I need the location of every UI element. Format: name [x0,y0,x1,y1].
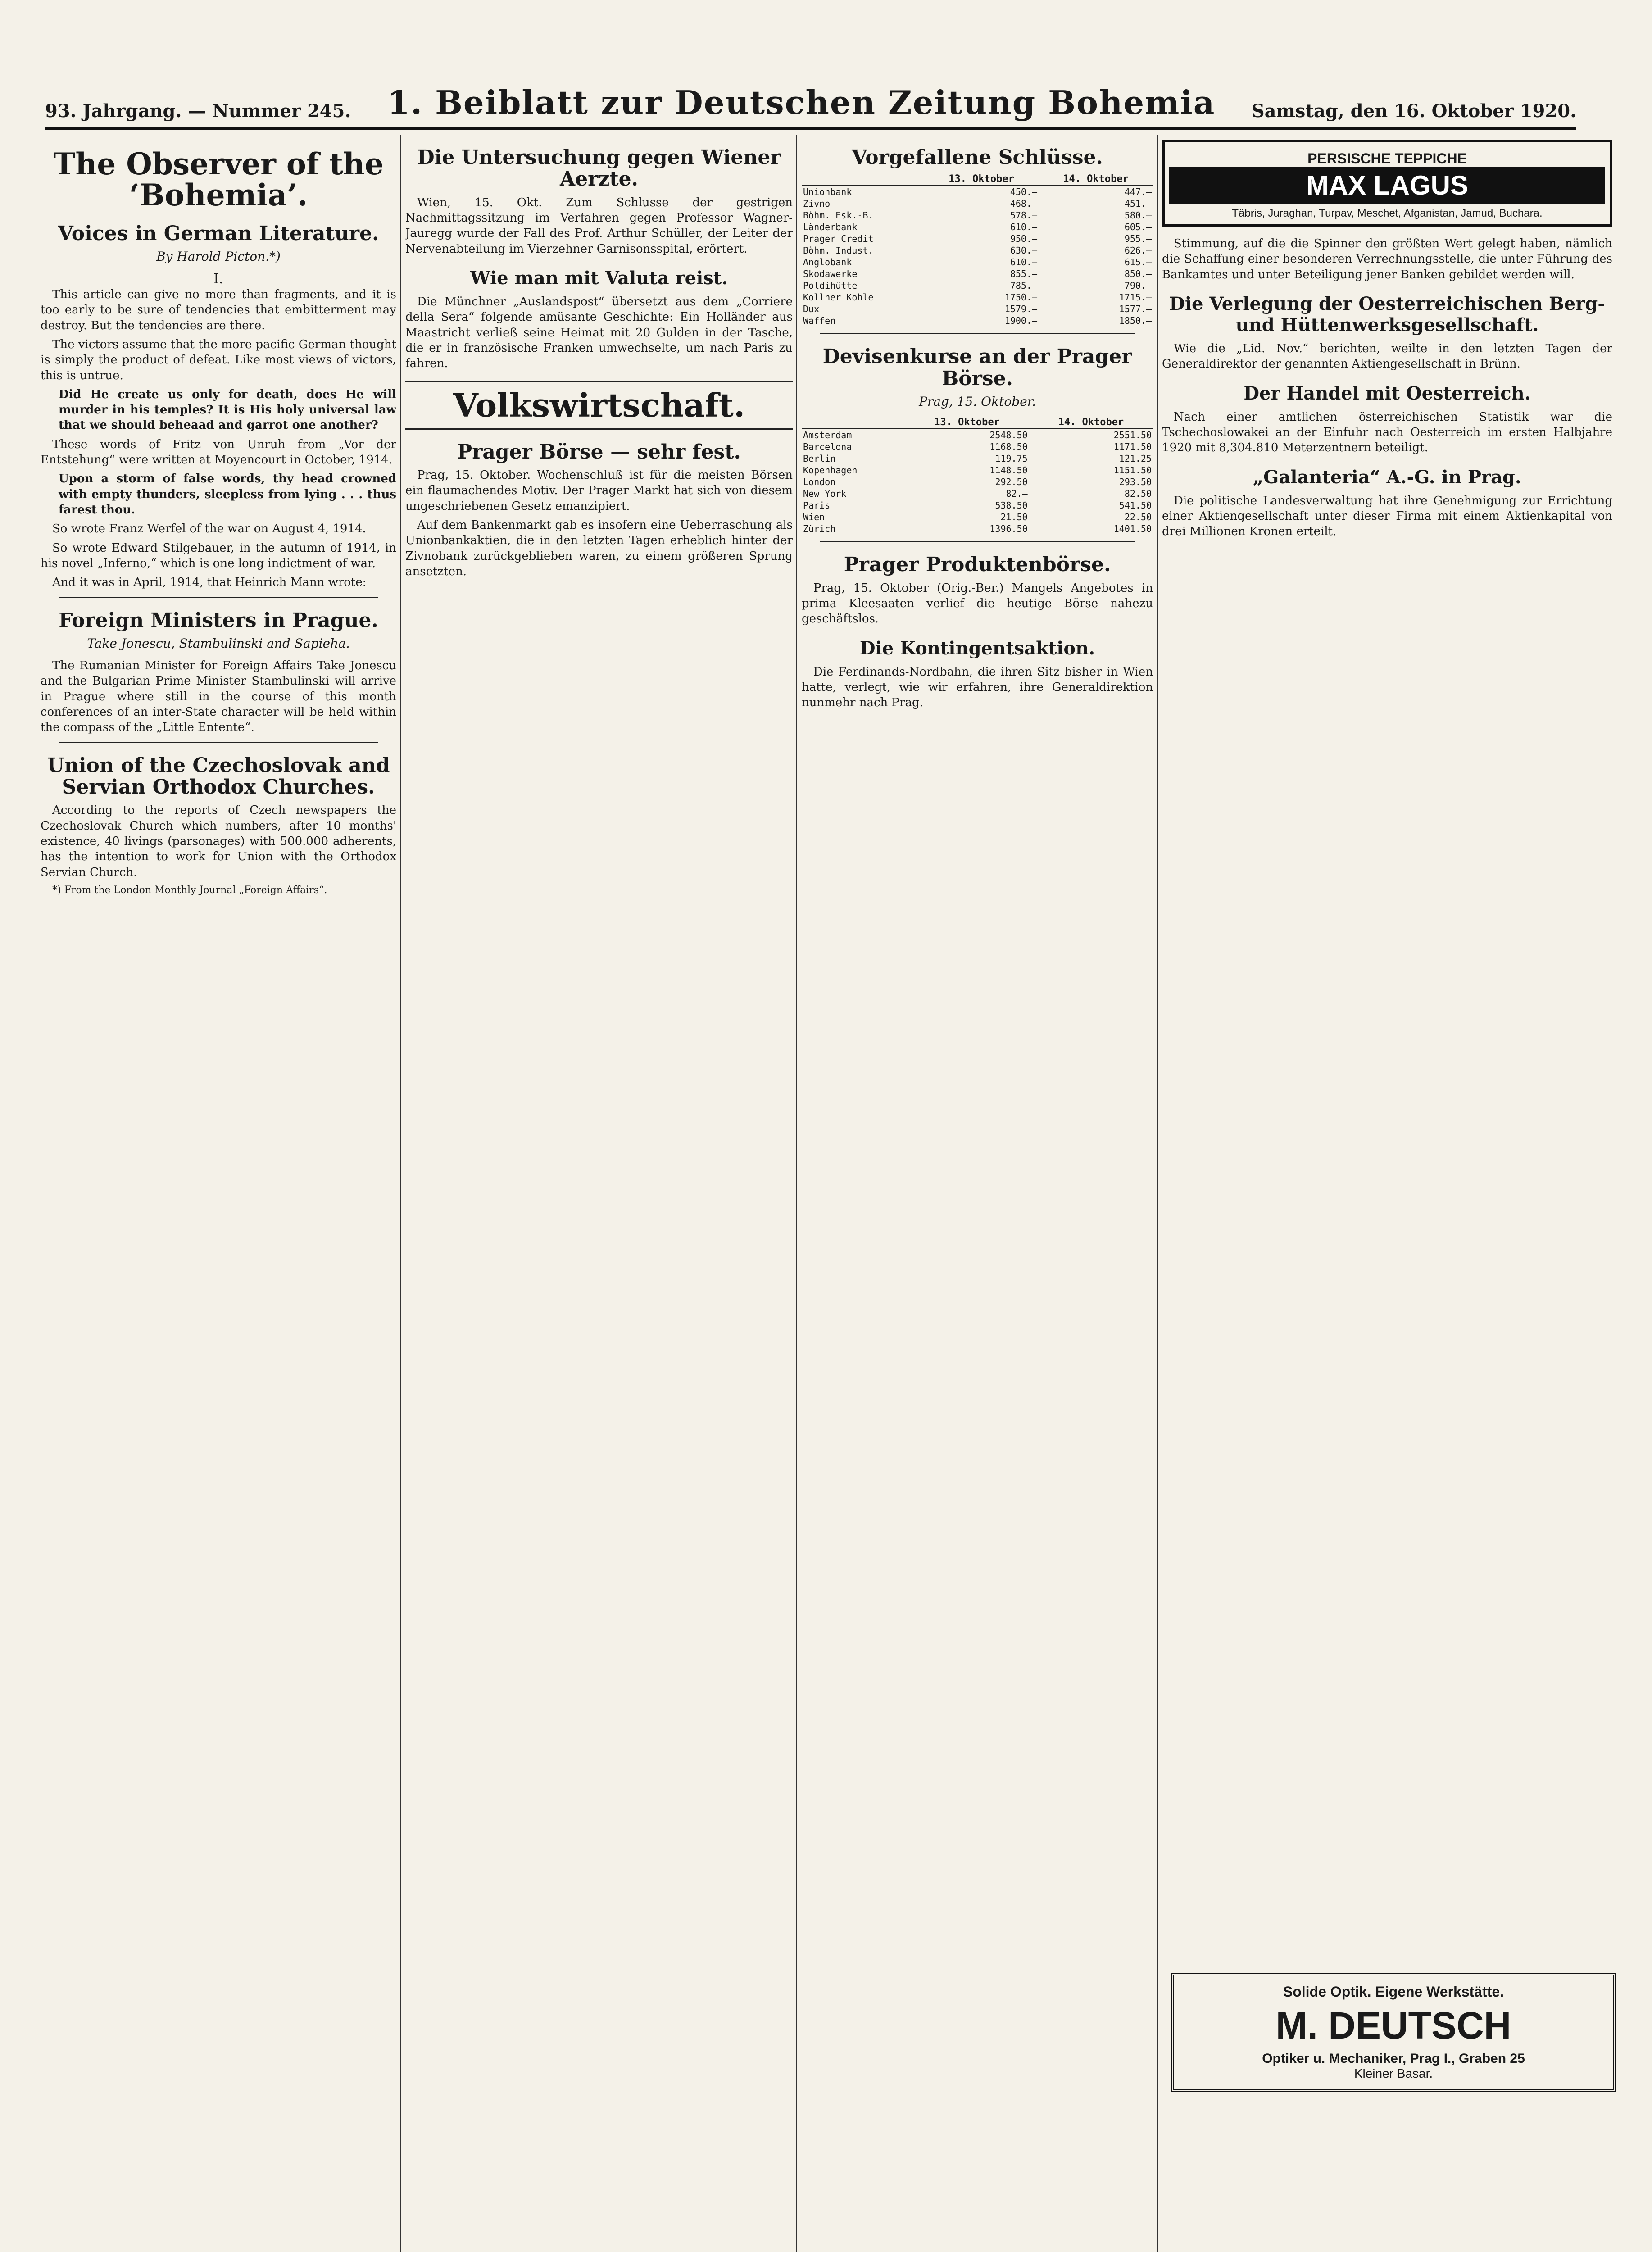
article-body [405,294,793,372]
paragraph: Wien, 15. Okt. Zum Schlusse der gestrigen Nachmittagssitzung im Verfahren gegen Professor Wagner-Jauregg wurde der Fall des Prof. Arthur Schüller, der Leiter der Nervenabteilung im Vierzehner Garnisonsspital, erörtert. [405,195,793,256]
table-cell: 450.— [1010,186,1038,198]
table-cell: London [803,477,836,488]
paragraph: Die politische Landesverwaltung hat ihre Genehmigung zur Errichtung einer Aktiengesellschaft unter dieser Firma mit einem Aktienkapital von drei Millionen Kronen erteilt. [1162,494,1612,539]
table-row [802,209,1153,221]
table-row [802,499,1153,511]
table-cell: 2551.50 [1113,430,1152,441]
table-cell: Amsterdam [803,430,852,441]
column-english [41,135,396,2252]
table-cell: Poldihütte [803,280,858,291]
article-body [1162,493,1612,540]
table-title: Vorgefallene Schlüsse. [852,146,1103,169]
column-economy [1162,135,1612,2252]
table-cell: 1750.— [1004,292,1038,303]
table-cell: 292.50 [995,477,1028,488]
table-cell: 850.— [1124,268,1152,280]
table-row [802,198,1153,209]
table-cell: Wien [803,512,825,523]
table-cell: 630.— [1010,245,1038,256]
column-rule [1157,135,1158,2252]
paragraph: The Rumanian Minister for Foreign Affairs Take Jonescu and the Bulgarian Prime Minister Stambulinski will arrive in Prague where still in the course of this month conferences of an inter-State character will be held within the compass of the „Little Entente“. [41,659,396,735]
column-german-news [405,135,793,2252]
table-cell: 451.— [1124,198,1152,209]
ad-location: Kleiner Basar. [1354,2066,1433,2080]
table-cell: 578.— [1010,210,1038,221]
ad-text: Täbris, Juraghan, Turpav, Meschet, Afganistan, Jamud, Buchara. [1232,207,1543,219]
paragraph: So wrote Edward Stilgebauer, in the autumn of 1914, in his novel „Inferno,“ which is one long indictment of war. [41,541,396,570]
table-cell: 293.50 [1119,477,1152,488]
table-date: Prag, 15. Oktober. [919,394,1036,409]
table-header: 14. Oktober [1039,173,1153,186]
table-row [802,511,1153,523]
table-row [802,256,1153,268]
table-cell: 538.50 [995,500,1028,511]
paragraph: According to the reports of Czech newspapers the Czechoslovak Church which numbers, after 10 months' existence, 40 livings (parsonages) with 500.000 adherents, has the intention to work for Union with the Orthodox Servian Church. [41,804,396,879]
paragraph: Auf dem Bankenmarkt gab es insofern eine Ueberraschung als Unionbankaktien, die in den letzten Tagen erheblich hinter der Zivnobank zurückgeblieben waren, zu einem größeren Sprung ansetzten. [405,518,793,578]
table-cell: Unionbank [803,186,852,198]
table-cell: Waffen [803,315,836,327]
table-row [802,303,1153,315]
closing-table [802,173,1153,327]
table-cell: 1900.— [1004,315,1038,327]
table-cell: 82.— [1006,488,1028,499]
table-header [802,416,905,429]
table-cell: Böhm. Esk.-B. [803,210,874,221]
table-row [802,245,1153,256]
quotation: Upon a storm of false words, thy head crowned with empty thunders, sleepless from lying . . . thus farest thou. [59,472,396,517]
table-cell: 955.— [1124,233,1152,245]
column-markets [802,135,1153,2252]
table-cell: 121.25 [1119,453,1152,464]
table-body [802,429,1153,535]
table-cell: 22.50 [1124,512,1152,523]
table-header: 13. Oktober [905,416,1029,429]
table-body [802,186,1153,327]
newspaper-title: 1. Beiblatt zur Deutschen Zeitung Bohemia [387,83,1216,122]
table-row [802,186,1153,198]
table-row [802,488,1153,499]
table-row [802,429,1153,441]
table-row [802,291,1153,303]
paragraph: Nach einer amtlichen österreichischen Statistik war die Tschechoslowakei an der Einfuhr nach Oesterreich im ersten Halbjahre 1920 mit 8,304.810 Meterzentnern beteiligt. [1162,410,1612,455]
table-cell: 468.— [1010,198,1038,209]
table-cell: Berlin [803,453,836,464]
table-cell: 447.— [1124,186,1152,198]
table-cell: New York [803,488,847,499]
paragraph: Prag, 15. Oktober. Wochenschluß ist für die meisten Börsen ein flaumachendes Motiv. Der Prager Markt hat sich von diesem ungeschriebenen Gesetz emanzipiert. [405,468,793,513]
table-cell: 1401.50 [1113,523,1152,535]
optician-advertisement [1171,1973,1616,2092]
ad-brand: MAX LAGUS [1169,167,1605,204]
table-cell: 119.75 [995,453,1028,464]
table-cell: 541.50 [1119,500,1152,511]
table-row [802,221,1153,233]
article-title: Union of the Czechoslovak and Servian Orthodox Churches. [47,754,390,799]
ad-brand: M. DEUTSCH [1275,2004,1511,2047]
article-title: Die Verlegung der Oesterreichischen Berg- und Hüttenwerksgesellschaft. [1169,293,1605,336]
divider [820,333,1135,334]
article-body [1162,236,1612,282]
table-row [802,464,1153,476]
table-cell: Dux [803,304,820,315]
table-header: 14. Oktober [1029,416,1153,429]
paragraph: Die Ferdinands-Nordbahn, die ihren Sitz bisher in Wien hatte, verlegt, wie wir erfahren, ihre Generaldirektion nunmehr nach Prag. [802,665,1153,710]
column-rule [796,135,797,2252]
article-body [802,664,1153,711]
paragraph: Prag, 15. Oktober (Orig.-Ber.) Mangels Angebotes in prima Kleesaaten verlief die heutige Börse nahezu geschäftslos. [802,581,1153,626]
table-cell: Zürich [803,523,836,535]
table-cell: 1579.— [1004,304,1038,315]
article-body [41,803,396,897]
divider [59,742,378,743]
table-cell: 626.— [1124,245,1152,256]
table-cell: 2548.50 [989,430,1028,441]
table-cell: Länderbank [803,222,858,233]
table-cell: Zivno [803,198,831,209]
table-cell: 615.— [1124,257,1152,268]
paragraph: The victors assume that the more pacific German thought is simply the product of defeat. Like most views of victors, this is untrue. [41,337,396,382]
paragraph: This article can give no more than fragments, and it is too early to be sure of tendencies that embitterment may destroy. But the tendencies are there. [41,287,396,332]
paragraph: Die Münchner „Auslandspost“ übersetzt aus dem „Corriere della Sera“ folgende amüsante Geschichte: Ein Holländer aus Maastricht verließ seine Heimat mit 20 Gulden in der Tasche, die er in französische Franken umwechselte, um nach Paris zu fahren. [405,295,793,371]
divider [820,541,1135,542]
article-subtitle: Take Jonescu, Stambulinski and Sapieha. [87,636,350,651]
table-cell: 1171.50 [1113,441,1152,453]
table-cell: 1168.50 [989,441,1028,453]
paragraph: So wrote Franz Werfel of the war on August 4, 1914. [52,522,366,536]
table-cell: Kopenhagen [803,465,858,476]
section-heading: Volkswirtschaft. [405,381,793,430]
article-subtitle: Voices in German Literature. [58,222,379,245]
table-cell: 610.— [1010,257,1038,268]
issue-date: Samstag, den 16. Oktober 1920. [1251,100,1576,122]
article-title: Die Kontingentsaktion. [859,637,1095,659]
masthead [45,81,1576,130]
article-body [1162,341,1612,372]
table-cell: 605.— [1124,222,1152,233]
paragraph: Stimmung, auf die die Spinner den größten Wert gelegt haben, nämlich die Schaffung einer besonderen Verrechnungsstelle, die unter Führung des Bankamtes und unter Beteiligung jener Banken gebildet werden will. [1162,237,1612,282]
table-cell: 950.— [1010,233,1038,245]
table-cell: 610.— [1010,222,1038,233]
divider [59,597,378,598]
table-cell: 1148.50 [989,465,1028,476]
article-title: Foreign Ministers in Prague. [59,608,378,632]
table-cell: Prager Credit [803,233,874,245]
ad-headline: PERSISCHE TEPPICHE [1307,150,1467,167]
table-cell: Skodawerke [803,268,858,280]
footnote: *) From the London Monthly Journal „Foreign Affairs“. [52,884,327,896]
article-title: Prager Börse — sehr fest. [457,440,741,463]
table-header: 13. Oktober [924,173,1039,186]
table-cell: 1577.— [1119,304,1152,315]
table-cell: 21.50 [1000,512,1028,523]
article-title: Prager Produktenbörse. [844,553,1111,577]
article-body [41,658,396,736]
table-cell: Kollner Kohle [803,292,874,303]
table-cell: 1151.50 [1113,465,1152,476]
article-title: „Galanteria“ A.-G. in Prag. [1253,466,1521,488]
table-row [802,441,1153,453]
article-title: Die Untersuchung gegen Wiener Aerzte. [417,146,781,191]
article-body [405,468,793,579]
article-title: The Observer of the ‘Bohemia’. [53,146,384,213]
table-cell: 855.— [1010,268,1038,280]
table-row [802,523,1153,535]
article-body [41,287,396,590]
paragraph: And it was in April, 1914, that Heinrich Mann wrote: [52,576,367,590]
table-cell: Böhm. Indust. [803,245,874,256]
table-cell: Barcelona [803,441,852,453]
table-cell: 82.50 [1124,488,1152,499]
table-cell: 1715.— [1119,292,1152,303]
currency-table [802,416,1153,535]
paragraph: These words of Fritz von Unruh from „Vor der Entstehung“ were written at Moyencourt in October, 1914. [41,437,396,467]
table-cell: Anglobank [803,257,852,268]
table-title: Devisenkurse an der Prager Börse. [822,345,1132,390]
table-row [802,280,1153,291]
section-number: I. [213,271,223,287]
table-row [802,476,1153,488]
article-body [405,195,793,257]
article-title: Der Handel mit Oesterreich. [1244,382,1531,404]
ad-address: Optiker u. Mechaniker, Prag I., Graben 25 [1262,2051,1525,2066]
paragraph: Wie die „Lid. Nov.“ berichten, weilte in den letzten Tagen der Generaldirektor der genannten Aktiengesellschaft in Brünn. [1162,341,1612,371]
table-row [802,233,1153,245]
quotation: Did He create us only for death, does He will murder in his temples? It is His holy universal law that we should beheaad and garrot one another? [59,387,396,432]
carpet-advertisement [1162,140,1612,227]
table-cell: 1850.— [1119,315,1152,327]
table-cell: 580.— [1124,210,1152,221]
table-row [802,315,1153,327]
table-cell: 790.— [1124,280,1152,291]
table-cell: 1396.50 [989,523,1028,535]
issue-info: 93. Jahrgang. — Nummer 245. [45,100,351,122]
article-body [1162,409,1612,456]
table-row [802,453,1153,464]
table-cell: 785.— [1010,280,1038,291]
table-header [802,173,924,186]
article-title: Wie man mit Valuta reist. [470,268,728,289]
table-cell: Paris [803,500,831,511]
ad-tagline: Solide Optik. Eigene Werkstätte. [1283,1984,1504,2000]
article-body [802,581,1153,627]
byline: By Harold Picton.*) [156,249,281,264]
column-rule [400,135,401,2252]
table-row [802,268,1153,280]
